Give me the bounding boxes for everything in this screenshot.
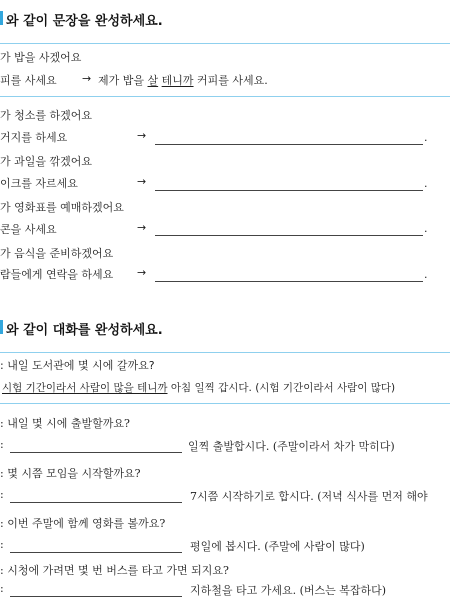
s2-example-answer xyxy=(2,380,395,395)
section-2-title: 와 같이 대화를 완성하세요. xyxy=(6,323,163,338)
s1-item2-answer-blank[interactable] xyxy=(155,190,423,191)
s1-item4-line2: 람들에게 연락을 하세요 xyxy=(0,268,114,281)
s1-item4-answer-blank[interactable] xyxy=(155,281,423,282)
s2-item2-answer-blank[interactable] xyxy=(10,502,182,503)
s2-item4-answer-prefix: : xyxy=(0,582,4,595)
s1-item1-line2: 거지를 하세요 xyxy=(0,131,68,144)
s1-item1-line1: 가 청소를 하겠어요 xyxy=(0,109,93,122)
s1-item1-arrow: → xyxy=(137,129,147,142)
s2-example-answer-underlined: 시험 기간이라서 사람이 많을 테니까 xyxy=(2,382,168,394)
s2-item3-question: : 이번 주말에 함께 영화를 볼까요? xyxy=(0,517,166,530)
s1-item2-line2: 이크를 자르세요 xyxy=(0,177,78,190)
s1-example-line2: 피를 사세요 xyxy=(0,74,57,87)
s1-item1-answer-blank[interactable] xyxy=(155,144,423,145)
s1-example-answer-ul1: 살 xyxy=(147,74,159,87)
section-2-example-bottom-rule xyxy=(0,403,450,404)
section-1-example-bottom-rule xyxy=(0,96,450,97)
s1-example-answer-pre: 제가 밥을 xyxy=(98,74,148,87)
s2-item4-question: : 시청에 가려면 몇 번 버스를 타고 가면 되지요? xyxy=(0,564,229,577)
s1-item4-period: . xyxy=(424,268,428,281)
s2-example-question: : 내일 도서관에 몇 시에 갈까요? xyxy=(0,359,155,372)
s1-item3-line1: 가 영화표를 예매하겠어요 xyxy=(0,201,124,214)
s1-example-answer xyxy=(98,72,268,88)
s1-example-answer-post: 커피를 사세요. xyxy=(193,74,268,87)
s1-example-arrow: → xyxy=(82,72,92,85)
s1-item4-arrow: → xyxy=(137,266,147,279)
s1-item3-answer-blank[interactable] xyxy=(155,235,423,236)
s2-item4-answer-blank[interactable] xyxy=(10,596,182,597)
section-1-title: 와 같이 문장을 완성하세요. xyxy=(6,14,163,29)
s2-item1-answer-blank[interactable] xyxy=(10,452,182,453)
s2-item3-answer-prefix: : xyxy=(0,538,4,551)
s2-item2-question: : 몇 시쯤 모임을 시작할까요? xyxy=(0,467,141,480)
section-2-marker xyxy=(0,320,3,334)
s2-item2-answer-text: 7시쯤 시작하기로 합시다. (저녁 식사를 먼저 해야 xyxy=(190,490,428,503)
s1-item3-arrow: → xyxy=(137,221,147,234)
s2-item1-question: : 내일 몇 시에 출발할까요? xyxy=(0,417,130,430)
s1-example-line1: 가 밥을 사겠어요 xyxy=(0,51,82,64)
section-1-marker xyxy=(0,11,3,25)
s2-item1-answer-prefix: : xyxy=(0,438,4,451)
s1-item1-period: . xyxy=(424,131,428,144)
s1-item2-line1: 가 과일을 깎겠어요 xyxy=(0,155,93,168)
s2-example-answer-rest: 아침 일찍 갑시다. (시험 기간이라서 사람이 많다) xyxy=(167,382,396,394)
s1-item3-line2: 콘을 사세요 xyxy=(0,223,57,236)
s1-item2-period: . xyxy=(424,177,428,190)
s2-item1-answer-text: 일찍 출발합시다. (주말이라서 차가 막히다) xyxy=(188,440,395,453)
s2-item3-answer-text: 평일에 봅시다. (주말에 사람이 많다) xyxy=(190,540,365,553)
s1-item2-arrow: → xyxy=(137,175,147,188)
section-2-example-top-rule xyxy=(0,352,450,353)
section-1-example-top-rule xyxy=(0,43,450,44)
s2-item2-answer-prefix: : xyxy=(0,488,4,501)
s1-item3-period: . xyxy=(424,222,428,235)
s2-item4-answer-text: 지하철을 타고 가세요. (버스는 복잡하다) xyxy=(190,584,387,597)
s1-item4-line1: 가 음식을 준비하겠어요 xyxy=(0,247,114,260)
s2-item3-answer-blank[interactable] xyxy=(10,552,182,553)
s1-example-answer-ul2: 테니까 xyxy=(161,74,194,87)
